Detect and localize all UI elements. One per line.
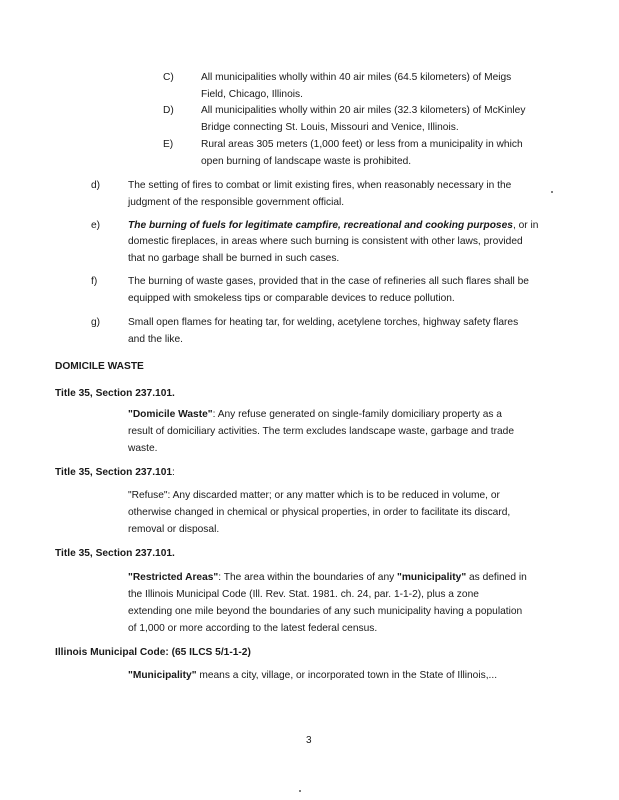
item-e-rest: , or in [512, 220, 539, 231]
sub-item-c-line-1: All municipalities wholly within 40 air miles (64.5 kilometers) of Meigs [201, 72, 512, 83]
sub-item-d-line-1: All municipalities wholly within 20 air miles (32.3 kilometers) of McKinley [201, 105, 526, 116]
item-e-line-1 [128, 220, 538, 232]
term-municipality: "Municipality" [128, 670, 197, 681]
definition-refuse-line-2: otherwise changed in chemical or physical properties, in order to facilitate its discard, [128, 507, 511, 518]
term-municipality-ref: "municipality" [397, 572, 467, 583]
sub-item-label-e: E) [163, 139, 174, 150]
sub-item-d-line-2: Bridge connecting St. Louis, Missouri and Venice, Illinois. [201, 122, 459, 133]
item-e-line-3: that no garbage shall be burned in such cases. [128, 253, 340, 264]
citation-restricted-areas: Title 35, Section 237.101. [55, 548, 175, 559]
definition-restricted-areas-line-3: extending one mile beyond the boundaries of any such municipality having a population [128, 606, 523, 617]
citation-municipality: Illinois Municipal Code: (65 ILCS 5/1-1-2) [55, 647, 251, 658]
sub-item-c-line-2: Field, Chicago, Illinois. [201, 89, 303, 100]
term-domicile-waste: "Domicile Waste" [128, 409, 213, 420]
term-refuse: "Refuse" [128, 490, 168, 501]
definition-domicile-waste-line-2: result of domiciliary activities. The term excludes landscape waste, garbage and trade [128, 426, 515, 437]
definition-domicile-waste-line-3: waste. [128, 443, 158, 454]
term-restricted-areas: "Restricted Areas" [128, 572, 219, 583]
item-d-line-1: The setting of fires to combat or limit existing fires, when reasonably necessary in the [128, 180, 512, 191]
definition-refuse-line-3: removal or disposal. [128, 524, 220, 535]
definition-restricted-areas-line-2: the Illinois Municipal Code (Ill. Rev. Stat. 1981. ch. 24, par. 1-1-2), plus a zone [128, 589, 479, 600]
section-heading: DOMICILE WASTE [55, 361, 144, 372]
citation-domicile-waste: Title 35, Section 237.101. [55, 388, 175, 399]
definition-refuse-line-1: "Refuse": Any discarded matter; or any matter which is to be reduced in volume, or [128, 490, 500, 501]
item-f-line-1: The burning of waste gases, provided that in the case of refineries all such flares shall be [128, 276, 529, 287]
definition-restricted-areas-line-4: of 1,000 or more according to the latest federal census. [128, 623, 378, 634]
item-d-line-2: judgment of the responsible government official. [128, 197, 345, 208]
definition-domicile-waste-line-1: "Domicile Waste": Any refuse generated on single-family domiciliary property as a [128, 409, 502, 420]
citation-refuse: Title 35, Section 237.101: [55, 467, 175, 478]
item-f-line-2: equipped with smokeless tips or comparable devices to reduce pollution. [128, 293, 455, 304]
item-label-g: g) [91, 317, 101, 328]
speck-mark [551, 191, 553, 193]
item-label-e: e) [91, 220, 101, 231]
page-number: 3 [306, 735, 312, 746]
definition-restricted-areas-line-1: "Restricted Areas": The area within the boundaries of any "municipality" as defined in [128, 572, 527, 583]
definition-municipality-line-1: "Municipality" means a city, village, or incorporated town in the State of Illinois,... [128, 670, 498, 681]
item-e-emphasis: The burning of fuels for legitimate campfire, recreational and cooking purposes [128, 220, 513, 231]
sub-item-e-line-1: Rural areas 305 meters (1,000 feet) or less from a municipality in which [201, 139, 523, 150]
item-g-line-2: and the like. [128, 334, 183, 345]
item-label-f: f) [91, 276, 98, 287]
speck-mark-bottom [299, 790, 301, 792]
item-g-line-1: Small open flames for heating tar, for welding, acetylene torches, highway safety flares [128, 317, 519, 328]
sub-item-label-c: C) [163, 72, 174, 83]
item-label-d: d) [91, 180, 101, 191]
sub-item-label-d: D) [163, 105, 174, 116]
sub-item-e-line-2: open burning of landscape waste is prohibited. [201, 156, 412, 167]
item-e-line-2: domestic fireplaces, in areas where such burning is consistent with other laws, provided [128, 236, 523, 247]
